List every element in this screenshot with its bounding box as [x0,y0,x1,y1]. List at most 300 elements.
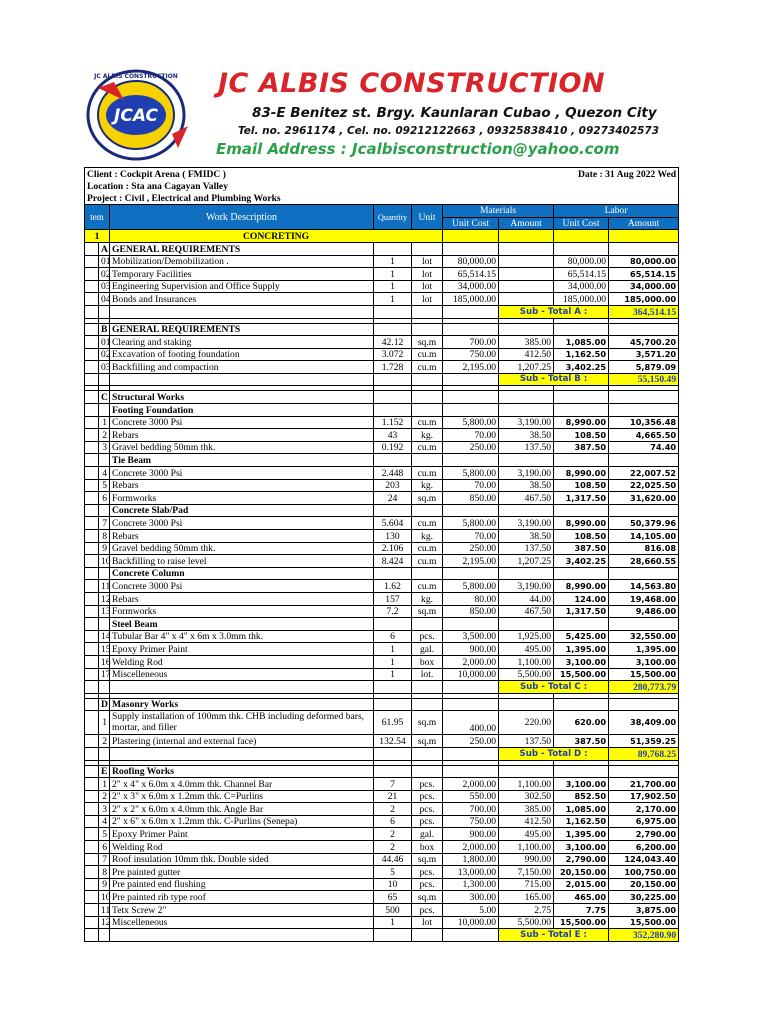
item-quantity: 5.604 [374,517,412,530]
item-description: 2" x 6" x 6.0m x 1.2mm thk. C-Purlins (Senepa) [110,815,374,828]
item-unit: box [412,841,443,854]
item-description: Excavation of footing foundation [110,348,374,361]
labor-amount: 2,170.00 [609,803,679,816]
item-number: 3 [99,441,110,454]
item-number: 1 [99,778,110,791]
empty-cell [85,416,99,429]
item-unit: pcs. [412,904,443,917]
empty-cell [85,866,99,879]
item-quantity: 6 [374,815,412,828]
empty-cell [85,348,99,361]
material-amount: 467.50 [499,492,554,505]
labor-unit-cost: 8,990.00 [554,467,609,480]
labor-unit-cost: 387.50 [554,441,609,454]
material-amount [499,268,554,281]
line-item-row [85,668,679,681]
labor-unit-cost: 3,100.00 [554,655,609,668]
material-unit-cost: 80,000.00 [443,255,499,268]
item-description: Rebars [110,530,374,543]
item-description: Temporary Facilities [110,268,374,281]
item-unit: pcs. [412,630,443,643]
material-unit-cost: 80.00 [443,592,499,605]
column-header-row [85,205,679,218]
empty-cell [85,504,99,517]
labor-amount: 38,409.00 [609,711,679,735]
item-description: Supply installation of 100mm thk. CHB including deformed bars, mortar, and filler [110,711,374,735]
letterhead [84,64,684,164]
empty-cell [85,815,99,828]
line-item-row [85,348,679,361]
item-description: Rebars [110,429,374,442]
item-quantity: 1 [374,293,412,306]
empty-cell [609,391,679,404]
material-amount [499,280,554,293]
labor-amount: 45,700.20 [609,336,679,349]
labor-amount: 19,468.00 [609,592,679,605]
labor-amount: 6,200.00 [609,841,679,854]
col-description: Work Description [110,205,374,230]
empty-cell [412,929,443,942]
empty-cell [443,373,499,386]
item-quantity: 2 [374,828,412,841]
subtotal-label: Sub - Total E : [499,929,609,942]
material-amount: 137.50 [499,735,554,748]
project-label: Project : Civil , Electrical and Plumbing Works [85,192,679,204]
labor-unit-cost: 1,085.00 [554,336,609,349]
empty-cell [499,404,554,417]
empty-cell [85,790,99,803]
labor-unit-cost: 852.50 [554,790,609,803]
labor-amount: 31,620.00 [609,492,679,505]
subtotal-row [85,681,679,694]
empty-cell [85,618,99,631]
labor-amount: 80,000.00 [609,255,679,268]
labor-amount: 9,486.00 [609,605,679,618]
material-unit-cost: 34,000.00 [443,280,499,293]
empty-cell [412,765,443,778]
material-amount: 495.00 [499,643,554,656]
empty-cell [412,504,443,517]
empty-cell [85,567,99,580]
item-unit: pcs. [412,803,443,816]
line-item-row [85,891,679,904]
labor-amount: 20,150.00 [609,878,679,891]
empty-cell [609,404,679,417]
empty-cell [554,323,609,336]
labor-amount: 3,875.00 [609,904,679,917]
empty-cell [110,747,374,760]
empty-cell [554,404,609,417]
line-item-row [85,492,679,505]
empty-cell [85,467,99,480]
item-unit: cu.m [412,517,443,530]
line-item-row [85,778,679,791]
item-number: 10 [99,555,110,568]
item-description: Tubular Bar 4" x 4" x 6m x 3.0mm thk. [110,630,374,643]
item-quantity: 61.95 [374,711,412,735]
line-item-row [85,735,679,748]
labor-amount: 14,563.80 [609,580,679,593]
empty-cell [85,668,99,681]
labor-amount: 22,025.50 [609,479,679,492]
section-title: Roofing Works [110,765,374,778]
col-unit: Unit [412,205,443,230]
item-description: Epoxy Primer Paint [110,643,374,656]
item-unit: kg. [412,479,443,492]
material-amount: 1,925.00 [499,630,554,643]
empty-cell [85,916,99,929]
labor-amount: 14,105.00 [609,530,679,543]
line-item-row [85,790,679,803]
empty-cell [110,929,374,942]
item-unit: box [412,655,443,668]
line-item-row [85,479,679,492]
material-unit-cost: 5.00 [443,904,499,917]
empty-cell [85,655,99,668]
empty-cell [412,391,443,404]
material-unit-cost: 850.00 [443,605,499,618]
item-number: 11 [99,580,110,593]
material-unit-cost: 900.00 [443,828,499,841]
section-header [85,698,679,711]
item-number: 2 [99,429,110,442]
empty-cell [85,605,99,618]
labor-unit-cost: 124.00 [554,592,609,605]
empty-cell [609,567,679,580]
item-quantity: 1 [374,280,412,293]
empty-cell [443,681,499,694]
empty-cell [85,492,99,505]
empty-cell [85,643,99,656]
labor-amount: 6,975.00 [609,815,679,828]
empty-cell [609,765,679,778]
material-amount: 715.00 [499,878,554,891]
item-quantity: 6 [374,630,412,643]
empty-cell [374,681,412,694]
item-description: Mobilization/Demobilization . [110,255,374,268]
empty-cell [499,618,554,631]
empty-cell [499,567,554,580]
labor-amount: 100,750.00 [609,866,679,879]
item-quantity: 43 [374,429,412,442]
item-unit: lot [412,916,443,929]
labor-unit-cost: 3,100.00 [554,841,609,854]
subtotal-row [85,373,679,386]
empty-cell [85,735,99,748]
material-amount: 137.50 [499,441,554,454]
material-unit-cost: 185,000.00 [443,293,499,306]
empty-cell [99,929,110,942]
material-unit-cost: 2,000.00 [443,655,499,668]
col-quantity: Quantity [374,205,412,230]
item-quantity: 24 [374,492,412,505]
empty-cell [85,592,99,605]
item-unit: cu.m [412,467,443,480]
item-unit: sq.m [412,605,443,618]
material-unit-cost: 900.00 [443,643,499,656]
empty-cell [85,711,99,735]
empty-cell [85,878,99,891]
empty-cell [99,747,110,760]
material-unit-cost: 2,000.00 [443,841,499,854]
labor-amount: 50,379.96 [609,517,679,530]
empty-cell [85,828,99,841]
item-quantity: 203 [374,479,412,492]
item-quantity: 7.2 [374,605,412,618]
material-amount: 385.00 [499,803,554,816]
company-name: JC ALBIS CONSTRUCTION [218,68,606,99]
item-number: 2 [99,790,110,803]
labor-unit-cost: 387.50 [554,542,609,555]
item-unit: pcs. [412,815,443,828]
item-quantity: 2 [374,841,412,854]
empty-cell [499,765,554,778]
material-amount [499,255,554,268]
line-item-row [85,580,679,593]
col-labor-amount: Amount [609,217,679,230]
empty-cell [85,698,99,711]
empty-cell [443,504,499,517]
material-unit-cost: 700.00 [443,336,499,349]
empty-cell [609,242,679,255]
item-description: Bonds and Insurances [110,293,374,306]
item-number: 17 [99,668,110,681]
item-quantity: 7 [374,778,412,791]
line-item-row [85,517,679,530]
item-quantity: 1 [374,655,412,668]
material-unit-cost: 70.00 [443,530,499,543]
empty-cell [85,441,99,454]
subtotal-amount: 280,773.79 [609,681,679,694]
empty-cell [443,567,499,580]
empty-cell [443,698,499,711]
empty-cell [374,242,412,255]
subgroup-row [85,504,679,517]
empty-cell [374,747,412,760]
material-unit-cost: 65,514.15 [443,268,499,281]
section-header [85,323,679,336]
empty-cell [85,479,99,492]
labor-unit-cost: 2,015.00 [554,878,609,891]
item-unit: lot [412,280,443,293]
item-number: 1 [99,711,110,735]
item-unit: sq.m [412,853,443,866]
item-quantity: 21 [374,790,412,803]
material-amount [499,293,554,306]
item-description: Tetx Screw 2" [110,904,374,917]
line-item-row [85,336,679,349]
section-title: GENERAL REQUIREMENTS [110,323,374,336]
subtotal-row [85,305,679,318]
material-unit-cost: 5,800.00 [443,517,499,530]
empty-cell [85,747,99,760]
material-unit-cost: 700.00 [443,803,499,816]
empty-cell [499,242,554,255]
item-quantity: 1 [374,643,412,656]
material-amount: 412.50 [499,348,554,361]
empty-cell [85,891,99,904]
empty-cell [412,747,443,760]
item-description: Backfilling to raise level [110,555,374,568]
item-unit: kg. [412,592,443,605]
item-number: 5 [99,828,110,841]
material-amount: 38.50 [499,530,554,543]
item-number: 03 [99,361,110,374]
line-item-row [85,441,679,454]
labor-unit-cost: 8,990.00 [554,416,609,429]
empty-cell [85,580,99,593]
item-description: Epoxy Primer Paint [110,828,374,841]
empty-cell [499,454,554,467]
line-item-row [85,530,679,543]
material-amount: 38.50 [499,429,554,442]
material-unit-cost: 5,800.00 [443,580,499,593]
item-number: 9 [99,878,110,891]
empty-cell [374,504,412,517]
item-number: 2 [99,735,110,748]
empty-cell [412,698,443,711]
empty-cell [609,504,679,517]
empty-cell [412,618,443,631]
line-item-row [85,429,679,442]
company-email: Email Address : Jcalbisconstruction@yahoo.com [216,140,620,158]
subtotal-amount: 89,768.25 [609,747,679,760]
info-row-project [85,192,679,204]
material-amount: 5,500.00 [499,668,554,681]
empty-cell [99,454,110,467]
item-description: Backfilling and compaction [110,361,374,374]
material-amount: 220.00 [499,711,554,735]
material-unit-cost: 70.00 [443,479,499,492]
empty-cell [85,391,99,404]
labor-unit-cost: 5,425.00 [554,630,609,643]
material-unit-cost: 250.00 [443,735,499,748]
item-unit: lot [412,255,443,268]
item-description: Concrete 3000 Psi [110,416,374,429]
line-item-row [85,643,679,656]
labor-unit-cost: 3,402.25 [554,555,609,568]
empty-cell [85,268,99,281]
material-unit-cost: 750.00 [443,348,499,361]
empty-cell [85,404,99,417]
material-amount: 1,100.00 [499,841,554,854]
empty-cell [85,293,99,306]
item-quantity: 1 [374,255,412,268]
item-quantity: 65 [374,891,412,904]
section-letter: D [99,698,110,711]
item-number: 7 [99,853,110,866]
material-unit-cost: 550.00 [443,790,499,803]
empty-cell [499,504,554,517]
subtotal-amount: 364,514.15 [609,305,679,318]
empty-cell [554,765,609,778]
empty-cell [85,361,99,374]
item-description: Welding Rod [110,655,374,668]
empty-cell [554,618,609,631]
subtotal-amount: 352,280.90 [609,929,679,942]
empty-cell [85,853,99,866]
material-amount: 1,207.25 [499,361,554,374]
concreting-row [85,230,679,243]
empty-cell [374,618,412,631]
material-unit-cost: 850.00 [443,492,499,505]
empty-cell [85,778,99,791]
item-quantity: 8.424 [374,555,412,568]
item-description: Clearing and staking [110,336,374,349]
labor-unit-cost: 1,317.50 [554,492,609,505]
item-description: Pre painted rib type roof [110,891,374,904]
line-item-row [85,361,679,374]
labor-unit-cost: 15,500.00 [554,668,609,681]
line-item-row [85,711,679,735]
labor-amount: 185,000.00 [609,293,679,306]
line-item-row [85,293,679,306]
empty-cell [374,404,412,417]
item-quantity: 1 [374,916,412,929]
concreting-title: CONCRETING [110,230,443,243]
info-row-location [85,180,679,192]
material-amount: 990.00 [499,853,554,866]
empty-cell [110,373,374,386]
empty-cell [412,373,443,386]
item-unit: cu.m [412,580,443,593]
subtotal-row [85,929,679,942]
item-unit: sq.m [412,492,443,505]
item-number: 14 [99,630,110,643]
labor-unit-cost: 80,000.00 [554,255,609,268]
material-unit-cost: 2,000.00 [443,778,499,791]
bill-of-quantities [84,167,678,942]
col-material-amount: Amount [499,217,554,230]
empty-cell [443,929,499,942]
empty-cell [99,404,110,417]
empty-cell [110,305,374,318]
item-unit: pcs. [412,866,443,879]
empty-cell [85,242,99,255]
labor-unit-cost: 8,990.00 [554,517,609,530]
section-letter: C [99,391,110,404]
line-item-row [85,853,679,866]
empty-cell [110,681,374,694]
empty-cell [85,517,99,530]
labor-unit-cost: 65,514.15 [554,268,609,281]
line-item-row [85,904,679,917]
line-item-row [85,542,679,555]
empty-cell [554,698,609,711]
empty-cell [412,404,443,417]
item-unit: cu.m [412,441,443,454]
labor-amount: 5,879.09 [609,361,679,374]
empty-cell [99,681,110,694]
subgroup-title: Tie Beam [110,454,374,467]
item-quantity: 10 [374,878,412,891]
section-letter: E [99,765,110,778]
line-item-row [85,605,679,618]
line-item-row [85,828,679,841]
line-item-row [85,630,679,643]
labor-unit-cost: 15,500.00 [554,916,609,929]
material-amount: 5,500.00 [499,916,554,929]
item-quantity: 1 [374,268,412,281]
item-unit: cu.m [412,361,443,374]
item-description: Concrete 3000 Psi [110,580,374,593]
item-unit: cu.m [412,555,443,568]
line-item-row [85,866,679,879]
subtotal-label: Sub - Total C : [499,681,609,694]
material-unit-cost: 1,800.00 [443,853,499,866]
item-quantity: 5 [374,866,412,879]
item-description: Rebars [110,592,374,605]
